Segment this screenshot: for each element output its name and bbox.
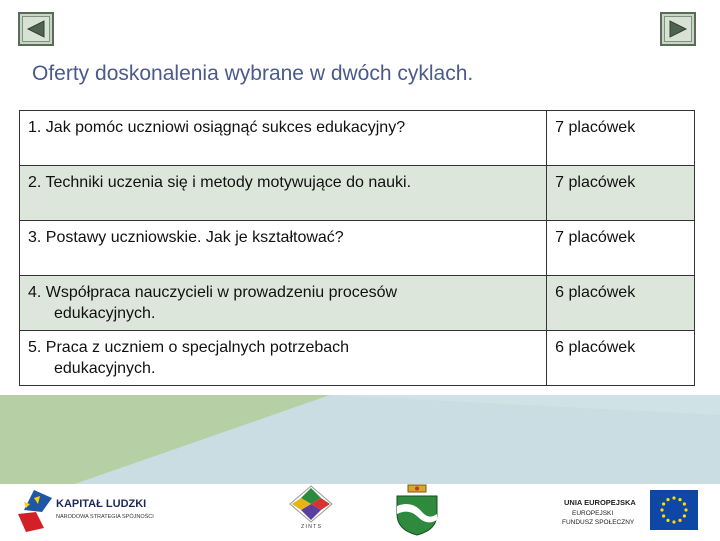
table-row [20, 111, 695, 166]
previous-slide-frame [22, 16, 50, 42]
offer-count-cell [547, 111, 695, 166]
triangle-left-icon [26, 20, 46, 38]
footer-logos [0, 484, 720, 540]
eu-line-2: EUROPEJSKI [572, 510, 614, 517]
offer-name: 4. Współpraca nauczycieli w prowadzeniu procesów [28, 284, 398, 301]
table-row [20, 166, 695, 221]
offer-name-continuation: edukacyjnych. [54, 305, 156, 322]
offers-table [19, 110, 695, 386]
table-row [20, 331, 695, 386]
table-row [20, 221, 695, 276]
triangle-right-icon [668, 20, 688, 38]
kapital-ludzki-logo [10, 486, 172, 538]
offer-count: 7 placówek [555, 119, 636, 136]
kapital-ludzki-emblem-icon [14, 488, 54, 536]
offer-name-cell [20, 166, 547, 221]
offer-name-cell [20, 221, 547, 276]
offer-name: 1. Jak pomóc uczniowi osiągnąć sukces edukacyjny? [28, 119, 406, 136]
offer-name-continuation: edukacyjnych. [54, 360, 156, 377]
offer-name: 5. Praca z uczniem o specjalnych potrzebach [28, 339, 350, 356]
offer-count-cell [547, 166, 695, 221]
offer-count: 7 placówek [555, 174, 636, 191]
offer-name-cell [20, 276, 547, 331]
offer-count-cell [547, 331, 695, 386]
offer-name: 2. Techniki uczenia się i metody motywujące do nauki. [28, 174, 412, 191]
offer-count-cell [547, 221, 695, 276]
next-slide-button[interactable] [660, 12, 696, 46]
kapital-ludzki-subtitle: NARODOWA STRATEGIA SPÓJNOŚCI [56, 514, 154, 520]
school-caption: Z I N T S [301, 524, 321, 530]
eu-line-1: UNIA EUROPEJSKA [564, 498, 636, 507]
eu-flag-icon [650, 490, 698, 530]
coat-of-arms-icon [394, 484, 440, 536]
school-emblem-icon [288, 484, 334, 524]
slide-title: Oferty doskonalenia wybrane w dwóch cyklach. [32, 62, 474, 85]
kapital-ludzki-title: KAPITAŁ LUDZKI [56, 498, 147, 510]
coat-of-arms-logo [394, 484, 440, 536]
offer-name-cell [20, 111, 547, 166]
offer-count: 6 placówek [555, 284, 636, 301]
offer-name: 3. Postawy uczniowskie. Jak je kształtować? [28, 229, 344, 246]
next-slide-frame [664, 16, 692, 42]
school-logo [288, 484, 334, 532]
eu-line-3: FUNDUSZ SPOŁECZNY [562, 519, 635, 526]
offer-count: 7 placówek [555, 229, 636, 246]
offer-count-cell [547, 276, 695, 331]
offer-count: 6 placówek [555, 339, 636, 356]
offer-name-cell [20, 331, 547, 386]
eu-logo [548, 486, 716, 538]
previous-slide-button[interactable] [18, 12, 54, 46]
table-row [20, 276, 695, 331]
